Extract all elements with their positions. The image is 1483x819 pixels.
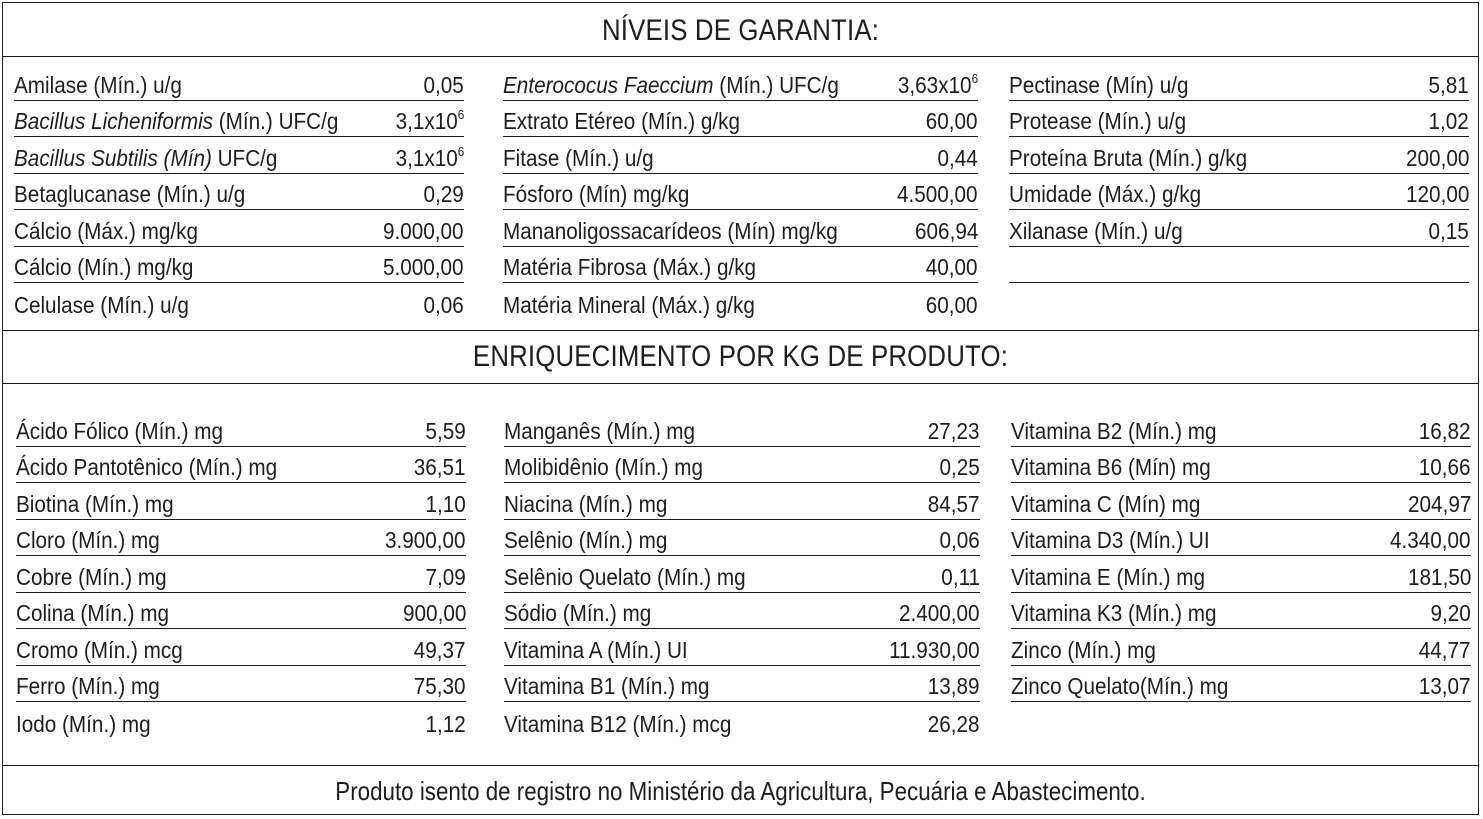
nutrient-value <box>1406 183 1469 209</box>
nutrient-value <box>926 256 978 282</box>
nutrient-row <box>503 101 978 138</box>
nutrient-label: Fitase (Mín.) u/g <box>503 144 654 171</box>
nutrient-row <box>1011 666 1471 703</box>
nutrient-value <box>899 602 980 628</box>
value-text: 0,29 <box>423 181 464 207</box>
nutrient-label: Sódio (Mín.) mg <box>504 600 652 626</box>
nutrient-label: Vitamina B2 (Mín.) mg <box>1011 417 1217 444</box>
nutrient-value <box>385 529 466 555</box>
nutrient-row <box>504 702 980 739</box>
nutrient-value <box>1405 144 1469 173</box>
value-text: 900,00 <box>402 600 466 626</box>
value-text: 84,57 <box>928 490 980 517</box>
nutrient-label: Manganês (Mín.) mg <box>504 417 695 444</box>
value-text: 13,89 <box>928 673 980 699</box>
value-text: 1,10 <box>425 490 466 517</box>
nutrient-row <box>1011 447 1471 484</box>
nutrient-value <box>897 183 978 209</box>
nutrient-row <box>16 629 466 666</box>
nutrient-row <box>1011 410 1471 447</box>
nutrient-row <box>1009 64 1469 101</box>
value-text: 16,82 <box>1419 417 1471 444</box>
value-text: 606,94 <box>914 217 978 244</box>
nutrient-row <box>1011 483 1471 520</box>
nutrient-value <box>914 217 978 246</box>
nutrient-label: Cálcio (Mín.) mg/kg <box>14 254 194 280</box>
nutrient-value <box>414 636 466 665</box>
value-text: 0,11 <box>941 563 980 590</box>
nutrient-value <box>898 72 978 100</box>
nutrient-label: Extrato Etéreo (Mín.) g/kg <box>503 108 740 134</box>
nutrient-row <box>503 137 978 174</box>
divider <box>2 56 1479 57</box>
nutrient-value <box>383 256 464 282</box>
nutrient-value <box>940 529 980 555</box>
value-text: 0,05 <box>423 71 464 98</box>
nutrient-value <box>403 602 466 628</box>
nutrient-row <box>16 447 466 484</box>
nutrient-value <box>424 183 464 209</box>
species-name: Bacillus Subtilis (Mín) <box>14 144 212 171</box>
nutrient-row <box>504 629 980 666</box>
nutrient-value <box>941 563 980 592</box>
value-text: 7,09 <box>425 563 466 590</box>
nutrient-label: Biotina (Mín.) mg <box>16 490 174 517</box>
nutrient-label: Vitamina A (Mín.) UI <box>504 636 688 663</box>
nutrient-value <box>889 636 980 665</box>
value-text: 1,12 <box>425 710 466 737</box>
nutrient-label: Vitamina B1 (Mín.) mg <box>504 673 710 699</box>
nutrient-label: Ferro (Mín.) mg <box>16 673 160 699</box>
nutrient-value <box>423 71 464 100</box>
unit-text: (Mín.) UFC/g <box>713 71 839 98</box>
nutrient-row <box>1009 174 1469 211</box>
nutrient-value <box>928 675 980 701</box>
nutrient-value <box>928 490 980 519</box>
nutrient-row <box>1009 210 1469 247</box>
nutrient-row <box>504 556 980 593</box>
nutrient-label: Amilase (Mín.) u/g <box>14 71 182 98</box>
footer-note: Produto isento de registro no Ministério da Agricultura, Pecuária e Abastecimento. <box>335 776 1146 806</box>
value-text: 40,00 <box>926 254 978 280</box>
divider <box>2 765 1479 766</box>
nutrient-row <box>16 702 466 739</box>
value-exponent: 6 <box>457 107 464 122</box>
nutrient-row <box>16 520 466 557</box>
nutrient-row <box>1009 137 1469 174</box>
species-name: Bacillus Licheniformis <box>14 108 214 134</box>
nutrient-label: Zinco (Mín.) mg <box>1011 636 1156 663</box>
garantia-column-2 <box>503 64 978 320</box>
value-text: 11.930,00 <box>889 636 980 663</box>
blank-row <box>1009 247 1469 284</box>
nutrient-value <box>928 710 980 739</box>
nutrient-row <box>503 174 978 211</box>
value-text: 49,37 <box>414 636 466 663</box>
nutrient-row <box>503 283 978 320</box>
value-text: 3,1x10 <box>395 144 458 171</box>
nutrient-row <box>14 101 464 138</box>
nutrient-value <box>414 675 466 701</box>
nutrient-label: Selênio Quelato (Mín.) mg <box>504 563 746 590</box>
garantia-column-1 <box>14 64 464 320</box>
nutrient-label: Colina (Mín.) mg <box>16 600 169 626</box>
nutrient-value <box>425 563 466 592</box>
enriquecimento-title: ENRIQUECIMENTO POR KG DE PRODUTO: <box>472 340 1009 373</box>
value-text: 120,00 <box>1405 181 1469 207</box>
enriquecimento-column-1 <box>16 410 466 739</box>
nutrient-value <box>940 456 980 482</box>
nutrient-label: Matéria Mineral (Máx.) g/kg <box>503 291 755 318</box>
nutrient-label: Umidade (Máx.) g/kg <box>1009 181 1202 207</box>
nutrient-row <box>504 483 980 520</box>
value-text: 200,00 <box>1405 144 1469 171</box>
value-text: 10,66 <box>1419 454 1471 480</box>
nutrient-label: Vitamina E (Mín.) mg <box>1011 563 1206 590</box>
unit-text: (Mín.) UFC/g <box>213 108 339 134</box>
nutrient-label <box>14 110 338 136</box>
nutrient-label: Vitamina K3 (Mín.) mg <box>1011 600 1217 626</box>
value-text: 4.500,00 <box>897 181 978 207</box>
value-text: 9,20 <box>1430 600 1471 626</box>
nutrient-label: Molibidênio (Mín.) mg <box>504 454 704 480</box>
value-text: 3.900,00 <box>385 527 466 553</box>
nutrient-label: Iodo (Mín.) mg <box>16 710 151 737</box>
nutrient-value <box>1419 636 1471 665</box>
nutrient-label: Betaglucanase (Mín.) u/g <box>14 181 246 207</box>
nutrient-value <box>1428 71 1469 100</box>
nutrient-value <box>1407 490 1471 519</box>
value-text: 44,77 <box>1419 636 1471 663</box>
nutrient-value <box>1419 417 1471 446</box>
nutrient-value <box>1390 529 1471 555</box>
nutrient-row <box>1009 101 1469 138</box>
value-text: 0,15 <box>1428 217 1469 244</box>
nutrient-label: Selênio (Mín.) mg <box>504 527 668 553</box>
nutrient-label: Niacina (Mín.) mg <box>504 490 668 517</box>
nutrient-row <box>503 64 978 101</box>
value-text: 2.400,00 <box>899 600 980 626</box>
unit-text: UFC/g <box>211 144 278 171</box>
value-text: 60,00 <box>926 108 978 134</box>
garantia-title: NÍVEIS DE GARANTIA: <box>601 14 880 47</box>
value-text: 3,1x10 <box>395 108 458 134</box>
nutrient-label: Matéria Fibrosa (Máx.) g/kg <box>503 254 757 280</box>
nutrient-row <box>16 556 466 593</box>
nutrient-value <box>937 144 978 173</box>
nutrient-value <box>1431 602 1471 628</box>
nutrient-row <box>503 247 978 284</box>
nutrient-row <box>16 410 466 447</box>
nutrient-row <box>504 666 980 703</box>
value-text: 3,63x10 <box>897 71 972 98</box>
nutrient-label: Ácido Fólico (Mín.) mg <box>16 417 224 444</box>
value-text: 5,59 <box>425 417 466 444</box>
nutrient-row <box>1011 593 1471 630</box>
nutrient-label: Xilanase (Mín.) u/g <box>1009 217 1183 244</box>
value-text: 5,81 <box>1428 71 1469 98</box>
nutrient-value <box>1429 110 1469 136</box>
nutrient-value <box>1419 675 1471 701</box>
nutrient-label: Fósforo (Mín) mg/kg <box>503 181 690 207</box>
nutrient-row <box>14 283 464 320</box>
value-text: 9.000,00 <box>383 217 464 244</box>
value-text: 4.340,00 <box>1390 527 1471 553</box>
nutrient-label: Mananoligossacarídeos (Mín) mg/kg <box>503 217 838 244</box>
nutrient-row <box>504 410 980 447</box>
nutrient-value <box>383 217 464 246</box>
value-text: 13,07 <box>1419 673 1471 699</box>
value-text: 1,02 <box>1428 108 1469 134</box>
nutrient-label: Vitamina D3 (Mín.) UI <box>1011 527 1210 553</box>
nutrient-label: Cromo (Mín.) mcg <box>16 636 183 663</box>
nutrient-label <box>14 144 278 173</box>
nutrient-value <box>1419 456 1471 482</box>
nutrient-label: Vitamina B12 (Mín.) mcg <box>504 710 732 737</box>
nutrient-row <box>503 210 978 247</box>
value-text: 5.000,00 <box>383 254 464 280</box>
value-exponent: 6 <box>971 70 978 86</box>
nutrient-row <box>14 137 464 174</box>
nutrient-row <box>1011 520 1471 557</box>
nutrient-row <box>14 210 464 247</box>
nutrient-row <box>1011 629 1471 666</box>
nutrient-label: Cálcio (Máx.) mg/kg <box>14 217 199 244</box>
nutrient-row <box>16 666 466 703</box>
nutrient-row <box>14 174 464 211</box>
nutrient-value <box>425 710 466 739</box>
nutrient-value <box>425 490 466 519</box>
nutrient-row <box>14 247 464 284</box>
nutrient-label: Cobre (Mín.) mg <box>16 563 167 590</box>
nutrient-row <box>1011 556 1471 593</box>
nutrient-value <box>423 291 464 320</box>
nutrient-row <box>16 483 466 520</box>
nutrient-label: Vitamina B6 (Mín) mg <box>1011 454 1211 480</box>
value-text: 0,06 <box>423 291 464 318</box>
nutrient-row <box>504 593 980 630</box>
nutrient-label: Pectinase (Mín) u/g <box>1009 71 1189 98</box>
nutrient-label <box>503 71 839 100</box>
nutrient-label: Zinco Quelato(Mín.) mg <box>1011 673 1229 699</box>
garantia-column-3 <box>1009 64 1469 283</box>
value-text: 181,50 <box>1407 563 1471 590</box>
enriquecimento-column-3 <box>1011 410 1471 702</box>
value-text: 75,30 <box>414 673 466 699</box>
nutrient-row <box>504 520 980 557</box>
value-text: 26,28 <box>928 710 980 737</box>
value-text: 0,06 <box>939 527 980 553</box>
nutrient-label: Celulase (Mín.) u/g <box>14 291 189 318</box>
nutrient-value <box>414 456 466 482</box>
divider <box>2 383 1479 384</box>
value-text: 36,51 <box>414 454 466 480</box>
nutrient-value <box>1428 217 1469 246</box>
nutrient-label: Proteína Bruta (Mín.) g/kg <box>1009 144 1248 171</box>
nutrient-label: Ácido Pantotênico (Mín.) mg <box>16 454 278 480</box>
value-exponent: 6 <box>457 143 464 159</box>
nutrient-label: Cloro (Mín.) mg <box>16 527 160 553</box>
species-name: Enterococus Faeccium <box>503 71 714 98</box>
value-text: 0,44 <box>937 144 978 171</box>
nutrient-value <box>926 291 978 320</box>
enriquecimento-column-2 <box>504 410 980 739</box>
nutrient-row <box>16 593 466 630</box>
value-text: 27,23 <box>928 417 980 444</box>
nutrient-value <box>1407 563 1471 592</box>
nutrient-value <box>395 108 464 136</box>
nutrient-label: Vitamina C (Mín) mg <box>1011 490 1201 517</box>
value-text: 204,97 <box>1407 490 1471 517</box>
nutrient-label: Protease (Mín.) u/g <box>1009 108 1187 134</box>
nutrient-value <box>928 417 980 446</box>
nutrient-row <box>14 64 464 101</box>
nutrient-value <box>425 417 466 446</box>
divider <box>2 330 1479 331</box>
nutrient-value <box>926 110 978 136</box>
value-text: 0,25 <box>939 454 980 480</box>
nutrient-value <box>395 145 464 173</box>
nutrient-row <box>504 447 980 484</box>
value-text: 60,00 <box>926 291 978 318</box>
